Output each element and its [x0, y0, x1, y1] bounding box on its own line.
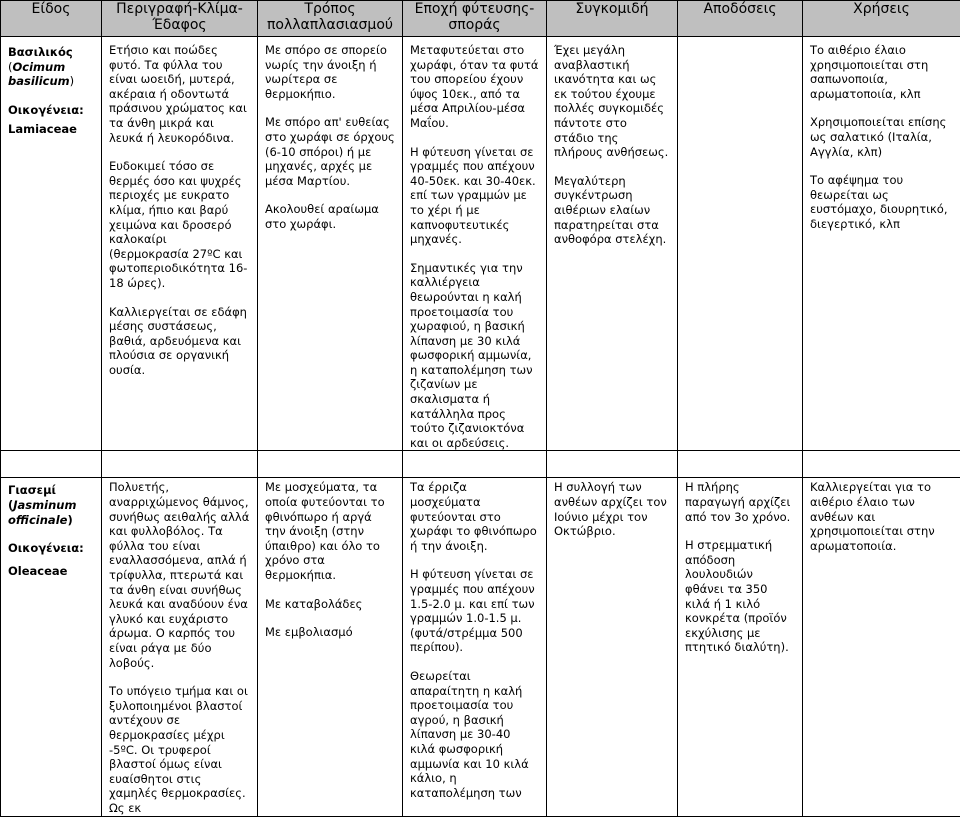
family-name: Oleaceae	[8, 564, 94, 579]
harvest-paragraph: Έχει μεγάλη αναβλαστική ικανότητα και ως εκ τούτου έχουμε πολλές συγκομιδές πάντοτε στο στάδιο της πλήρους ανθήσεως.	[554, 43, 670, 160]
description-cell	[102, 478, 258, 816]
propagation-paragraph: Με σπόρο σε σπορείο νωρίς την άνοιξη ή νωρίτερα σε θερμοκήπιο.	[265, 43, 395, 101]
uses-paragraph: Χρησιμοποιείται επίσης ως σαλατικό (Ιταλία, Αγγλία, κλπ)	[810, 115, 953, 159]
row-gap	[1, 451, 960, 478]
uses-paragraph: Καλλιεργείται για το αιθέριο έλαιο των ανθέων και χρησιμοποιείται στην αρωματοποιία.	[810, 480, 953, 553]
harvest-cell	[547, 478, 678, 816]
planting-cell	[403, 37, 547, 451]
species-latin-name: Jasminum officinale	[8, 498, 76, 527]
description-paragraph: Το υπόγειο τμήμα και οι ξυλοποιημένοι βλαστοί αντέχουν σε θερμοκρασίες μέχρι -5ºC. Οι τρυφεροί βλαστοί όμως είναι ευαίσθητοι στις χαμηλές θερμοκρασίες. Ως εκ	[109, 684, 250, 815]
header-description: Περιγραφή-Κλίμα-Έδαφος	[102, 1, 258, 37]
planting-paragraph: Θεωρείται απαραίτητη η καλή προετοιμασία του αγρού, η βασική λίπανση με 30-40 κιλά φωσφορική αμμωνία και 10 κιλά κάλιο, η καταπολέμηση των	[410, 669, 539, 800]
propagation-paragraph: Με σπόρο απ' ευθείας στο χωράφι σε όρχους (6-10 σπόροι) ή με μηχανές, αρχές με μέσα Μαρτίου.	[265, 115, 395, 188]
yields-paragraph: Η πλήρης παραγωγή αρχίζει από τον 3ο χρόνο.	[685, 480, 795, 524]
yields-cell	[678, 478, 803, 816]
propagation-paragraph: Με εμβολιασμό	[265, 625, 395, 640]
harvest-paragraph: Μεγαλύτερη συγκέντρωση αιθέριων ελαίων παρατηρείται στα ανθοφόρα στελέχη.	[554, 174, 670, 247]
species-cell	[1, 37, 102, 451]
family-label: Οικογένεια:	[8, 541, 94, 556]
planting-paragraph: Τα έρριζα μοσχεύματα φυτεύονται στο χωράφι το φθινόπωρο ή την άνοιξη.	[410, 480, 539, 553]
latin-paren-close: )	[67, 513, 72, 527]
latin-paren-open: (	[8, 60, 13, 74]
planting-paragraph: Η φύτευση γίνεται σε γραμμές που απέχουν 1.5-2.0 μ. και επί των γραμμών 1.0-1.5 μ. (φυτά/στρέμμα 500 περίπου).	[410, 567, 539, 655]
table-row-basil	[1, 37, 960, 451]
latin-paren-close: )	[70, 74, 75, 88]
propagation-paragraph: Με καταβολάδες	[265, 597, 395, 612]
propagation-cell	[258, 37, 403, 451]
planting-paragraph: Μεταφυτεύεται στο χωράφι, όταν τα φυτά του σπορείου έχουν ύψος 10εκ., από τα μέσα Απριλίου-μέσα Μαΐου.	[410, 43, 539, 131]
header-planting-season: Εποχή φύτευσης-σποράς	[403, 1, 547, 37]
planting-cell	[403, 478, 547, 816]
header-uses: Χρήσεις	[803, 1, 960, 37]
uses-paragraph: Το αιθέριο έλαιο χρησιμοποιείται στη σαπωνοποιία, αρωματοποιία, κλπ	[810, 43, 953, 101]
header-species: Είδος	[1, 1, 102, 37]
species-cell	[1, 478, 102, 816]
propagation-paragraph: Με μοσχεύματα, τα οποία φυτεύονται το φθινόπωρο ή αργά την άνοιξη (στην ύπαιθρο) και όλο το χρόνο στα θερμοκήπια.	[265, 480, 395, 582]
harvest-cell	[547, 37, 678, 451]
species-name: Γιασεμί	[8, 483, 94, 498]
description-paragraph: Ετήσιο και ποώδες φυτό. Τα φύλλα του είναι ωοειδή, μυτερά, ακέραια ή οδοντωτά πράσινου χρώματος και τα άνθη μικρά και λευκά ή λευκορόδινα.	[109, 43, 250, 145]
propagation-cell	[258, 478, 403, 816]
description-cell	[102, 37, 258, 451]
harvest-paragraph: Η συλλογή των ανθέων αρχίζει τον Ιούνιο μέχρι τον Οκτώβριο.	[554, 480, 670, 538]
planting-paragraph: Σημαντικές για την καλλιέργεια θεωρούνται η καλή προετοιμασία του χωραφιού, η βασική λίπανση με 30 κιλά φωσφορική αμμωνία, η καταπολέμηση των ζιζανίων με σκαλισματα ή κατάλληλα προς τούτο ζιζανιοκτόνα και οι αρδεύσεις.	[410, 261, 539, 451]
header-harvest: Συγκομιδή	[547, 1, 678, 37]
propagation-paragraph: Ακολουθεί αραίωμα στο χωράφι.	[265, 202, 395, 231]
yields-cell	[678, 37, 803, 451]
planting-paragraph: Η φύτευση γίνεται σε γραμμές που απέχουν 40-50εκ. και 30-40εκ. επί των γραμμών με το χέρι ή με καπνοφυτευτικές μηχανές.	[410, 145, 539, 247]
uses-paragraph: Το αφέψημα του θεωρείται ως ευστόμαχο, διουρητικό, διεγερτικό, κλπ	[810, 173, 953, 231]
species-latin-name: Ocimum basilicum	[8, 60, 70, 89]
species-name: Βασιλικός	[8, 45, 94, 60]
description-paragraph: Καλλιεργείται σε εδάφη μέσης συστάσεως, βαθιά, αρδευόμενα και πλούσια σε οργανική ουσία.	[109, 305, 250, 378]
yields-paragraph: Η στρεμματική απόδοση λουλουδιών φθάνει τα 350 κιλά ή 1 κιλό κονκρέτα (προϊόν εκχύλισης με πτητικό διαλύτη).	[685, 538, 795, 655]
family-name: Lamiaceae	[8, 122, 94, 137]
header-row	[1, 1, 960, 37]
uses-cell	[803, 37, 960, 451]
latin-paren-open: (	[8, 498, 13, 512]
description-paragraph: Πολυετής, αναρριχώμενος θάμνος, συνήθως αειθαλής αλλά και φυλλοβόλος. Τα φύλλα του είναι εναλλασσόμενα, απλά ή τρίφυλλα, πτερωτά και τα άνθη είναι συνήθως λευκά και αναδύουν ένα γλυκό και ευχάριστο άρωμα. Ο καρπός του είναι ράγα με δύο λοβούς.	[109, 480, 250, 670]
uses-cell	[803, 478, 960, 816]
family-label: Οικογένεια:	[8, 103, 94, 118]
header-yields: Αποδόσεις	[678, 1, 803, 37]
header-propagation: Τρόπος πολλαπλασιασμού	[258, 1, 403, 37]
table-row-jasmine	[1, 478, 960, 816]
description-paragraph: Ευδοκιμεί τόσο σε θερμές όσο και ψυχρές περιοχές με ευκρατο κλίμα, ήπιο και βαρύ χειμώνα και δροσερό καλοκαίρι (θερμοκρασία 27ºC και φωτοπεριοδικότητα 16-18 ώρες).	[109, 159, 250, 290]
